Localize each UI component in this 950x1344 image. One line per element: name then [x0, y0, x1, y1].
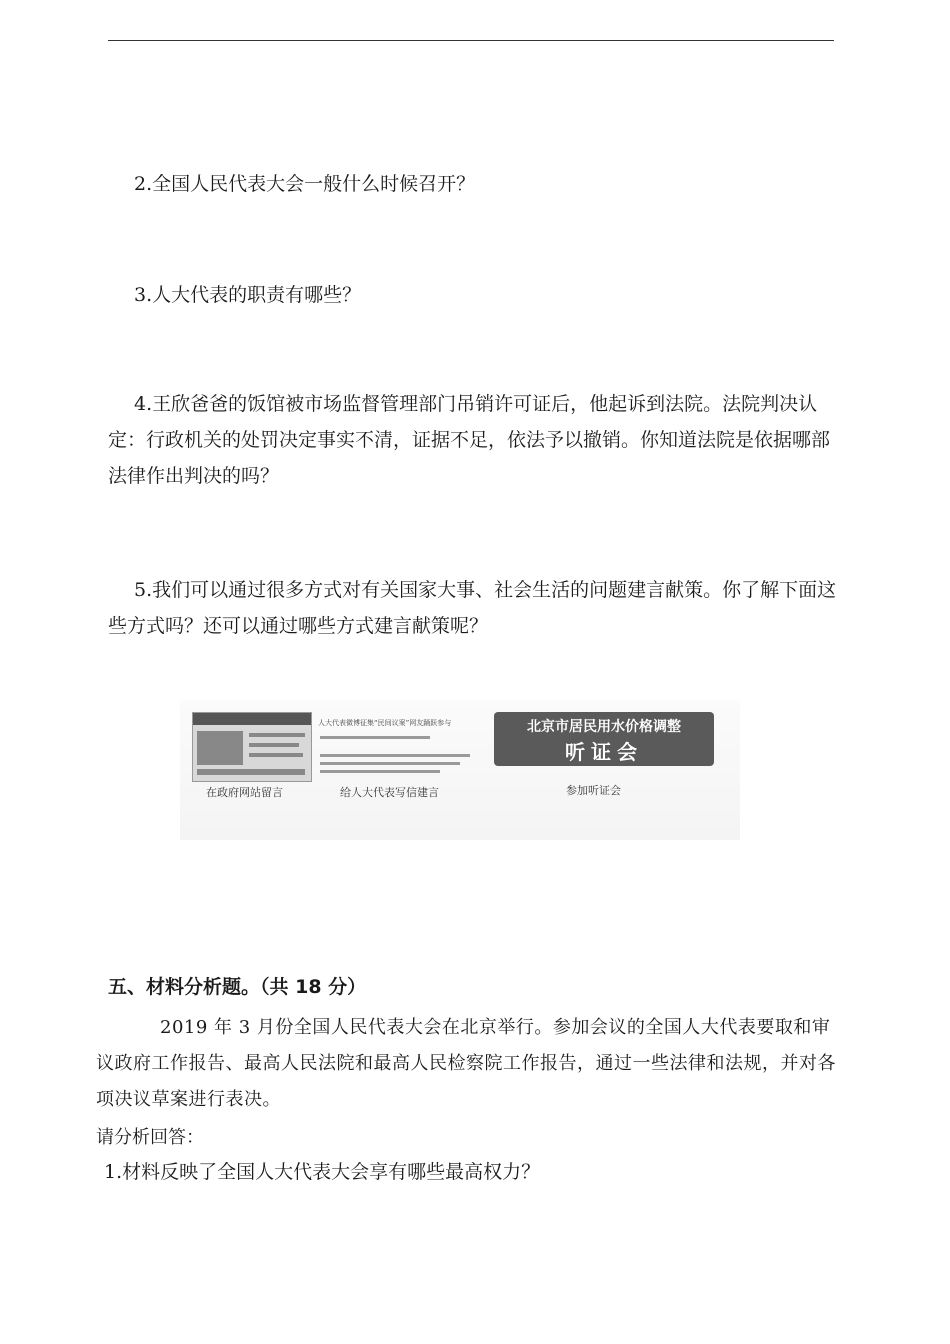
- government-website-image: [192, 712, 312, 782]
- material-text: 2019 年 3 月份全国人民代表大会在北京举行。参加会议的全国人大代表要取和审议政府工作报告、最高人民法院和最高人民检察院工作报告，通过一些法律和法规，并对各项决议草案进行表决。: [96, 1017, 836, 1110]
- letter-heading: 人大代表微博征集“民间议案”网友踊跃参与: [318, 719, 452, 727]
- section-title: 五、材料分析题。（共 18 分）: [108, 976, 367, 998]
- hearing-banner-line1: 北京市居民用水价格调整: [527, 719, 681, 735]
- caption-website: 在政府网站留言: [206, 786, 283, 799]
- question-3: 3.人大代表的职责有哪些？: [134, 284, 362, 306]
- letter-image: [314, 712, 490, 780]
- analysis-question-1: 1.材料反映了全国人大代表大会享有哪些最高权力？: [104, 1161, 541, 1183]
- caption-hearing: 参加听证会: [566, 784, 621, 797]
- question-4: 4.王欣爸爸的饭馆被市场监督管理部门吊销许可证后，他起诉到法院。法院判决认定：行政机关的处罚决定事实不清，证据不足，依法予以撤销。你知道法院是依据哪部法律作出判决的吗？: [108, 393, 831, 487]
- question-5: 5.我们可以通过很多方式对有关国家大事、社会生活的问题建言献策。你了解下面这些方式吗？还可以通过哪些方式建言献策呢？: [108, 579, 837, 637]
- suggestion-methods-figure: [180, 700, 740, 840]
- caption-letter: 给人大代表写信建言: [340, 786, 439, 799]
- hearing-banner-image: [494, 712, 714, 766]
- question-2: 2.全国人民代表大会一般什么时候召开？: [134, 173, 476, 195]
- header-rule: [108, 40, 834, 41]
- hearing-banner-line2: 听证会: [565, 740, 643, 764]
- analysis-prompt: 请分析回答：: [96, 1127, 204, 1148]
